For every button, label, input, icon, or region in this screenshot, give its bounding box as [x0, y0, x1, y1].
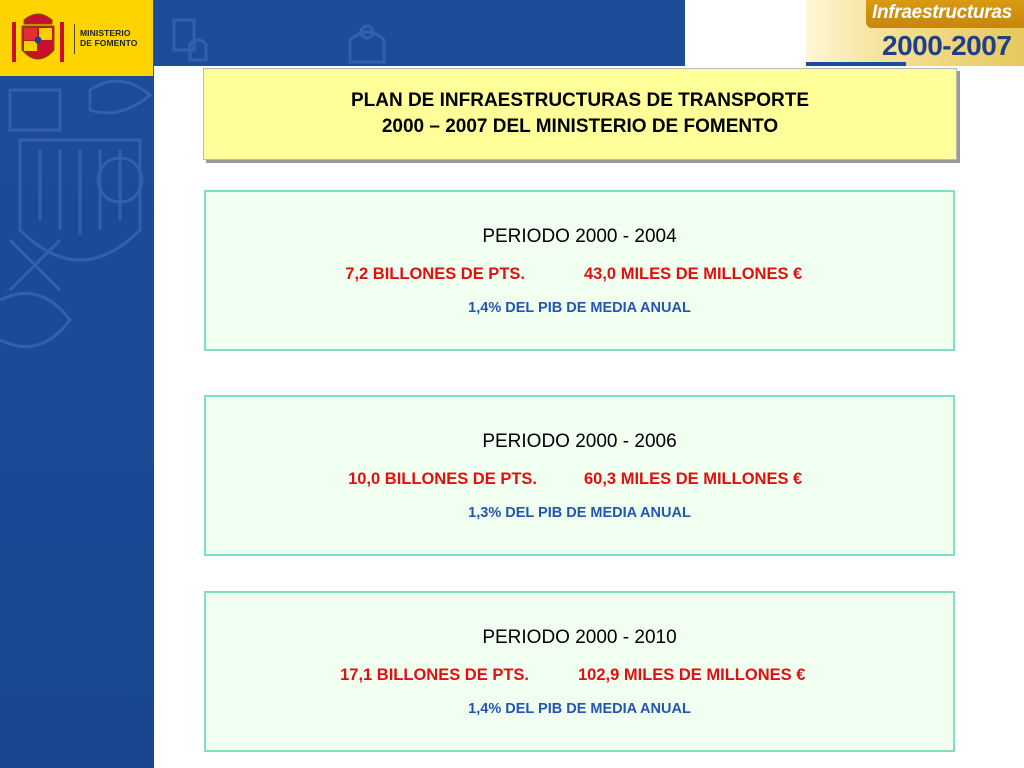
period-pts-amount: 17,1 BILLONES DE PTS.: [340, 666, 529, 684]
coat-of-arms-watermark-icon: [0, 0, 154, 768]
ministerio-logo: [0, 0, 153, 76]
logo-divider: [74, 24, 75, 54]
period-box-2004: [204, 190, 955, 351]
slide-title-line-2: 2000 – 2007 DEL MINISTERIO DE FOMENTO: [381, 116, 779, 137]
period-title: PERIODO 2000 - 2010: [482, 627, 677, 648]
slide-title-line-1: PLAN DE INFRAESTRUCTURAS DE TRANSPORTE: [350, 90, 810, 111]
left-decorative-band: [0, 0, 154, 768]
crown-watermark-icon: [154, 0, 685, 66]
period-pib-share: 1,4% DEL PIB DE MEDIA ANUAL: [468, 701, 691, 717]
period-pib-share: 1,4% DEL PIB DE MEDIA ANUAL: [468, 300, 691, 316]
period-pts-amount: 7,2 BILLONES DE PTS.: [345, 265, 525, 283]
top-decorative-band: [154, 0, 685, 66]
logo-line-1: MINISTERIO: [80, 28, 131, 38]
period-title: PERIODO 2000 - 2006: [482, 431, 677, 452]
slide-title-box: [203, 68, 957, 160]
infraestructuras-badge: [806, 0, 1024, 66]
period-box-2010: [204, 591, 955, 752]
logo-text: [80, 28, 138, 48]
spain-shield-icon: [8, 8, 68, 70]
badge-title: Infraestructuras: [872, 2, 1012, 23]
period-pib-share: 1,3% DEL PIB DE MEDIA ANUAL: [468, 505, 691, 521]
period-eur-amount: 102,9 MILES DE MILLONES €: [578, 666, 806, 684]
period-pts-amount: 10,0 BILLONES DE PTS.: [348, 470, 537, 488]
period-box-2006: [204, 395, 955, 556]
logo-line-2: DE FOMENTO: [80, 38, 138, 48]
badge-years: 2000-2007: [882, 30, 1012, 61]
period-eur-amount: 60,3 MILES DE MILLONES €: [584, 470, 803, 488]
period-eur-amount: 43,0 MILES DE MILLONES €: [584, 265, 803, 283]
period-title: PERIODO 2000 - 2004: [482, 226, 677, 247]
badge-underline: [806, 62, 906, 66]
